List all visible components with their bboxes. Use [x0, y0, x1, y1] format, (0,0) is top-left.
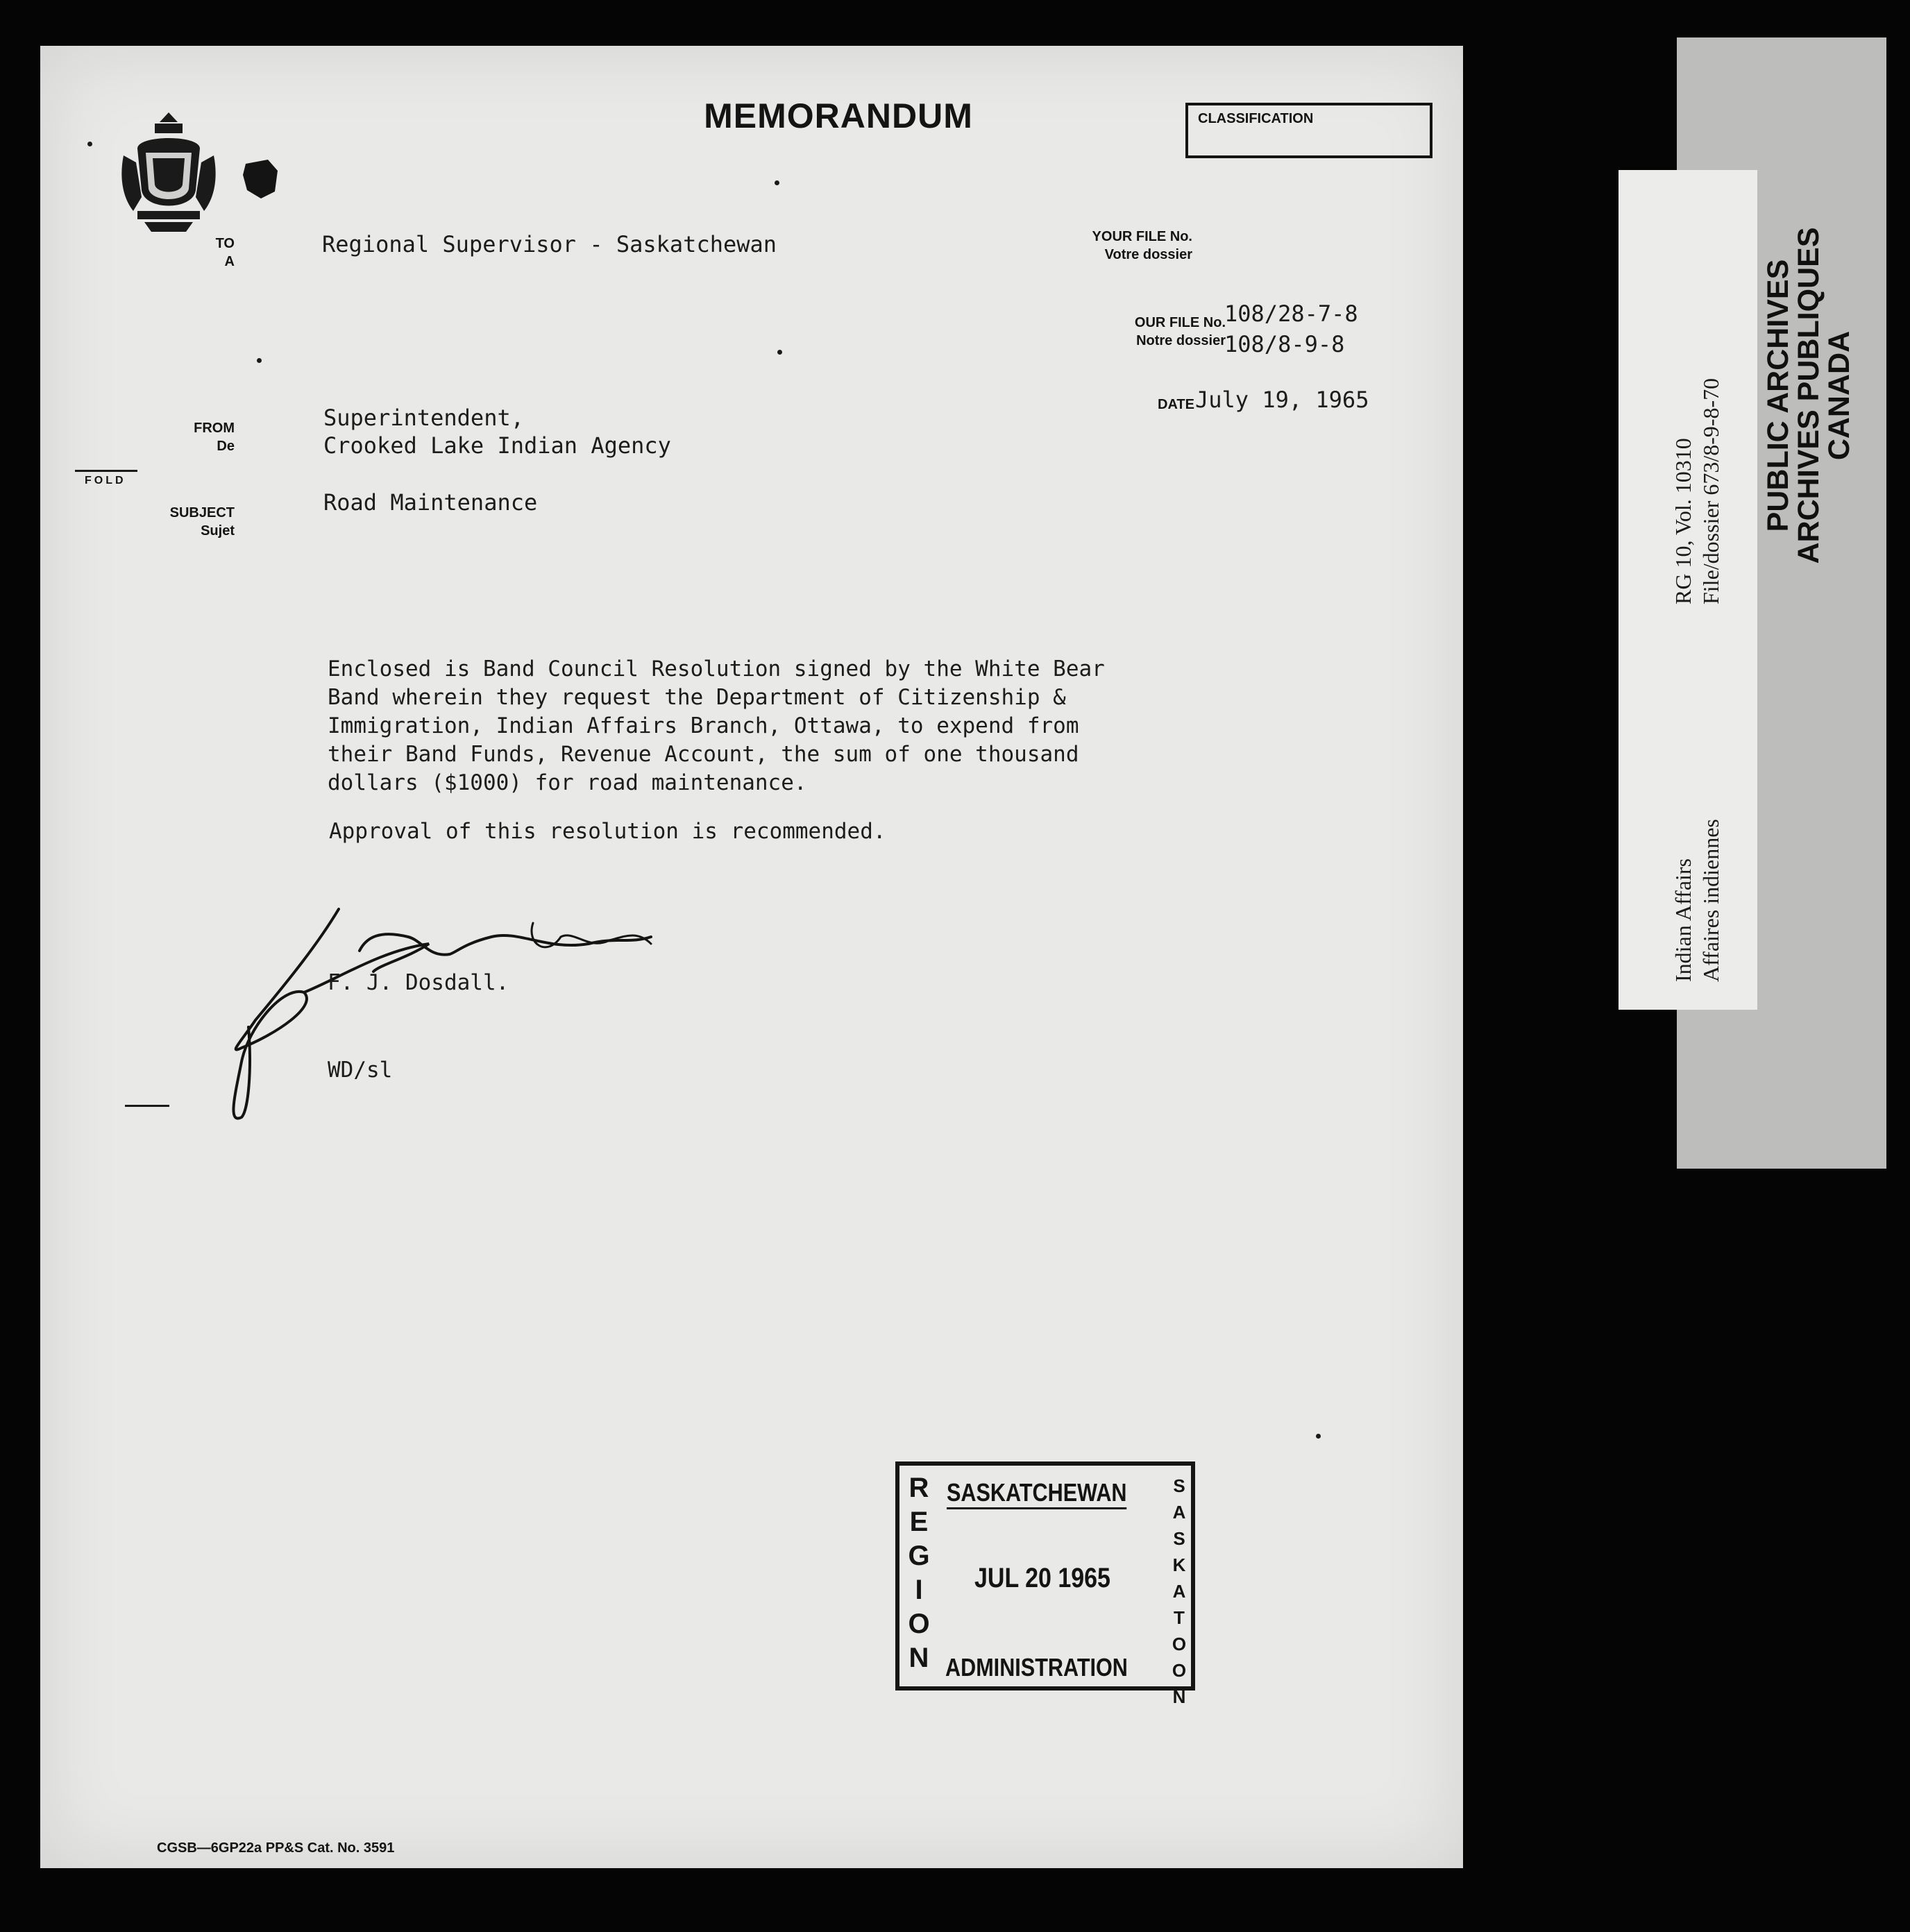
to-label [151, 235, 235, 271]
stamp-letter: S [1173, 1528, 1185, 1549]
fold-label: FOLD [85, 475, 126, 486]
from-line-2: Crooked Lake Indian Agency [323, 432, 671, 459]
subject-label-fr: Sujet [201, 523, 235, 539]
archive-label-card [1619, 170, 1757, 1010]
coat-of-arms-icon [117, 107, 221, 253]
stamp-letter: E [909, 1507, 929, 1537]
signature-icon [200, 888, 700, 1152]
fold-divider [75, 470, 137, 472]
stamp-letter: A [1172, 1502, 1186, 1523]
body-line: Enclosed is Band Council Resolution signed by the White Bear [328, 656, 1105, 681]
mark-dot [87, 142, 92, 146]
archive-line-2: Affaires indiennes [1698, 819, 1723, 982]
archive-title-3: CANADA [1823, 330, 1856, 461]
stamp-saskatoon-vertical [1169, 1473, 1190, 1710]
stamp-letter: N [908, 1643, 929, 1673]
body-line: Band wherein they request the Department of Citizenship & [328, 685, 1066, 710]
from-label-fr: De [217, 439, 235, 454]
approval-line: Approval of this resolution is recommended. [329, 819, 886, 844]
to-label-en: TO [215, 236, 235, 251]
stamp-letter: N [1172, 1686, 1186, 1707]
stamp-letter: G [908, 1541, 930, 1571]
archive-title-1: PUBLIC ARCHIVES [1761, 259, 1795, 532]
from-label [151, 419, 235, 455]
our-file-number: 108/28-7-8 [1224, 300, 1358, 327]
classification-label: CLASSIFICATION [1198, 111, 1314, 126]
signatory-name: F. J. Dosdall. [328, 970, 509, 995]
mark-dot [775, 180, 779, 185]
archive-line-1: Indian Affairs [1671, 858, 1696, 982]
mark-dot [1316, 1434, 1321, 1439]
your-file-label-fr: Votre dossier [1104, 247, 1192, 262]
stamp-letter: K [1172, 1554, 1186, 1575]
subject-label [151, 504, 235, 540]
ink-blot-icon [240, 157, 282, 201]
to-label-fr: A [224, 254, 235, 269]
body-line: their Band Funds, Revenue Account, the sum of one thousand [328, 742, 1079, 767]
to-value: Regional Supervisor - Saskatchewan [322, 231, 777, 257]
subject-value: Road Maintenance [323, 489, 538, 516]
from-label-en: FROM [194, 421, 235, 436]
date-label: DATE [1158, 397, 1194, 412]
archive-reference-2: File/dossier 673/8-9-8-70 [1698, 378, 1723, 604]
our-file-label [1040, 314, 1226, 350]
received-stamp [895, 1461, 1195, 1707]
stamp-letter: I [915, 1575, 923, 1605]
your-file-label [1040, 228, 1192, 264]
body-line: dollars ($1000) for road maintenance. [328, 770, 807, 795]
form-number: CGSB—6GP22a PP&S Cat. No. 3591 [157, 1840, 395, 1856]
classification-box[interactable] [1185, 103, 1432, 158]
typist-initials: WD/sl [328, 1058, 393, 1083]
your-file-label-en: YOUR FILE No. [1092, 229, 1192, 244]
stamp-region-vertical [905, 1471, 933, 1675]
mark-dot [777, 350, 782, 355]
stamp-letter: O [1172, 1660, 1187, 1681]
stamp-letter: S [1173, 1475, 1185, 1496]
stamp-letter: O [908, 1609, 930, 1639]
memo-title: MEMORANDUM [704, 96, 973, 135]
our-file-label-fr: Notre dossier [1136, 333, 1226, 348]
body-line: Immigration, Indian Affairs Branch, Ottawa, to expend from [328, 713, 1079, 738]
stamp-letter: A [1172, 1581, 1186, 1602]
stamp-letter: T [1174, 1607, 1185, 1628]
notre-dossier-number: 108/8-9-8 [1224, 331, 1345, 357]
stamp-date: JUL 20 1965 [974, 1563, 1110, 1593]
subject-label-en: SUBJECT [169, 505, 235, 520]
memo-sheet [40, 46, 1463, 1868]
memo-body [328, 655, 1105, 797]
from-line-1: Superintendent, [323, 405, 524, 431]
stamp-province: SASKATCHEWAN [947, 1478, 1127, 1509]
mark-dot [257, 358, 262, 363]
stamp-administration: ADMINISTRATION [945, 1653, 1128, 1681]
archive-title-2: ARCHIVES PUBLIQUES [1792, 227, 1825, 564]
stamp-letter: R [908, 1473, 929, 1503]
margin-dash [125, 1105, 169, 1107]
memo-date: July 19, 1965 [1195, 387, 1369, 413]
our-file-label-en: OUR FILE No. [1134, 315, 1226, 330]
stamp-letter: O [1172, 1634, 1187, 1654]
archive-reference-1: RG 10, Vol. 10310 [1671, 438, 1696, 604]
